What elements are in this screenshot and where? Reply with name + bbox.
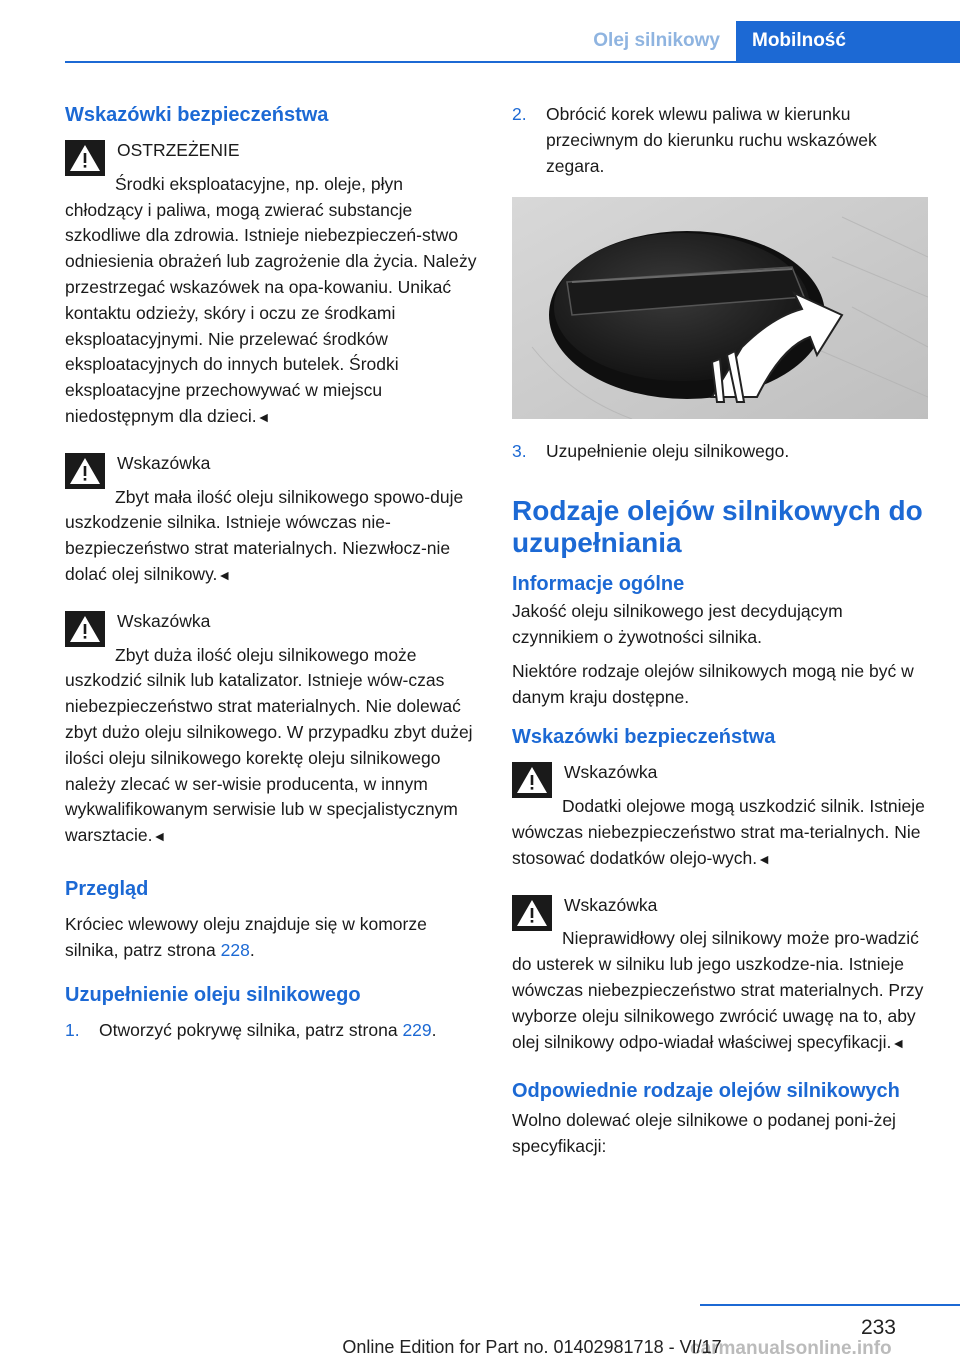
note-text: Zbyt mała ilość oleju silnikowego spowo-duje uszkodzenie silnika. Istnieje wówczas nie-bezpieczeństwo strat materialnych. Niezwłocz-nie dolać olej silnikowy.◄ [65, 486, 464, 584]
warning-triangle-icon [65, 611, 105, 647]
page-link[interactable]: 228 [220, 939, 250, 960]
header-rule [65, 61, 960, 63]
edition-line: Online Edition for Part no. 01402981718 - VI/17 [342, 1337, 722, 1357]
footer-rule [700, 1304, 960, 1306]
oil-cap-photo [512, 197, 928, 419]
page-number: 233 [860, 1316, 896, 1339]
step-text: Otworzyć pokrywę silnika, patrz strona 229. [99, 1019, 437, 1040]
right-column [512, 102, 928, 1168]
suitable-text: Wolno dolewać oleje silnikowe o podanej poni-żej specyfikacji: [512, 1110, 896, 1157]
general-heading: Informacje ogólne [512, 573, 685, 596]
warning-triangle-icon [65, 453, 105, 489]
overview-heading: Przegląd [65, 877, 149, 900]
section-title: Olej silnikowy [593, 30, 720, 51]
warning-text: Środki eksploatacyjne, np. oleje, płyn chłodzący i paliwa, mogą zwierać substancje szkodliwe dla zdrowia. Istnieje niebezpieczeń-stwo odniesienia obrażeń lub zagrożenie dla życia. Należy przestrzegać wskazówek na opa-kowaniu. Unikać kontaktu odzieży, skóry i oczu ze środkami eksploatacyjnymi. Nie przelewać środków eksploatacyjnych do innych butelek. Środki eksploatacyjne przechowywać w miejscu niedostępnym dla dzieci.◄ [65, 173, 477, 426]
watermark: carmanualsonline.info [690, 1338, 892, 1359]
refill-heading: Uzupełnienie oleju silnikowego [65, 983, 361, 1006]
page-header [0, 0, 960, 62]
step-text: Uzupełnienie oleju silnikowego. [546, 441, 790, 462]
suitable-heading: Odpowiednie rodzaje olejów silnikowych [512, 1080, 900, 1103]
note-text: Dodatki olejowe mogą uszkodzić silnik. Istnieje wówczas niebezpieczeństwo strat ma-terialnych. Nie stosować dodatków olejo-wych.◄ [512, 796, 925, 868]
warning-label: OSTRZEŻENIE [117, 140, 240, 160]
warning-triangle-icon [512, 895, 552, 931]
overview-text: Króciec wlewowy oleju znajduje się w komorze silnika, patrz strona 228. [65, 913, 427, 960]
step-item [512, 102, 928, 179]
safety-heading: Wskazówki bezpieczeństwa [512, 726, 776, 749]
chapter-tab: Mobilność [736, 21, 960, 61]
note-label: Wskazówka [117, 610, 211, 631]
page-link[interactable]: 229 [402, 1019, 432, 1040]
warning-note [65, 138, 480, 431]
step-number: 2. [512, 104, 527, 124]
note [65, 451, 480, 589]
safety-heading: Wskazówki bezpieczeństwa [65, 104, 329, 126]
general-text-2: Niektóre rodzaje olejów silnikowych mogą nie być w danym kraju dostępne. [512, 660, 914, 707]
step-number: 1. [65, 1019, 80, 1040]
note-label: Wskazówka [564, 762, 658, 783]
note [512, 893, 928, 1057]
warning-triangle-icon [65, 140, 105, 176]
types-heading: Rodzaje olejów silnikowych do uzupełniania [512, 495, 923, 559]
general-text-1: Jakość oleju silnikowego jest decydującym czynnikiem o żywotności silnika. [512, 601, 843, 647]
step-text: Obrócić korek wlewu paliwa w kierunku przeciwnym do kierunku ruchu wskazówek zegara. [546, 104, 877, 176]
step-item [512, 439, 928, 465]
left-column [65, 102, 480, 1051]
note [65, 609, 480, 850]
step-item [65, 1018, 480, 1044]
note-text: Nieprawidłowy olej silnikowy może pro-wadzić do usterek w silniku lub jego uszkodze-nia. Istnieje wówczas niebezpieczeństwo strat materialnych. Przy wyborze oleju silnikowego zwrócić uwagę na to, aby olej silnikowy odpo-wiadał właściwej specyfikacji.◄ [512, 928, 924, 1052]
note-label: Wskazówka [564, 894, 658, 915]
step-number: 3. [512, 441, 527, 462]
note [512, 760, 928, 872]
warning-triangle-icon [512, 762, 552, 798]
note-label: Wskazówka [117, 452, 211, 473]
note-text: Zbyt duża ilość oleju silnikowego może uszkodzić silnik lub katalizator. Istnieje wów-czas niebezpieczeństwo strat materialnych. Nie dolewać zbyt dużo oleju silnikowego. W przypadku zbyt dużej ilości oleju silnikowego korektę oleju silnikowego należy zlecać w ser-wisie producenta, w innym wykwalifikowanym serwisie lub w specjalistycznym warsztacie.◄ [65, 644, 473, 846]
